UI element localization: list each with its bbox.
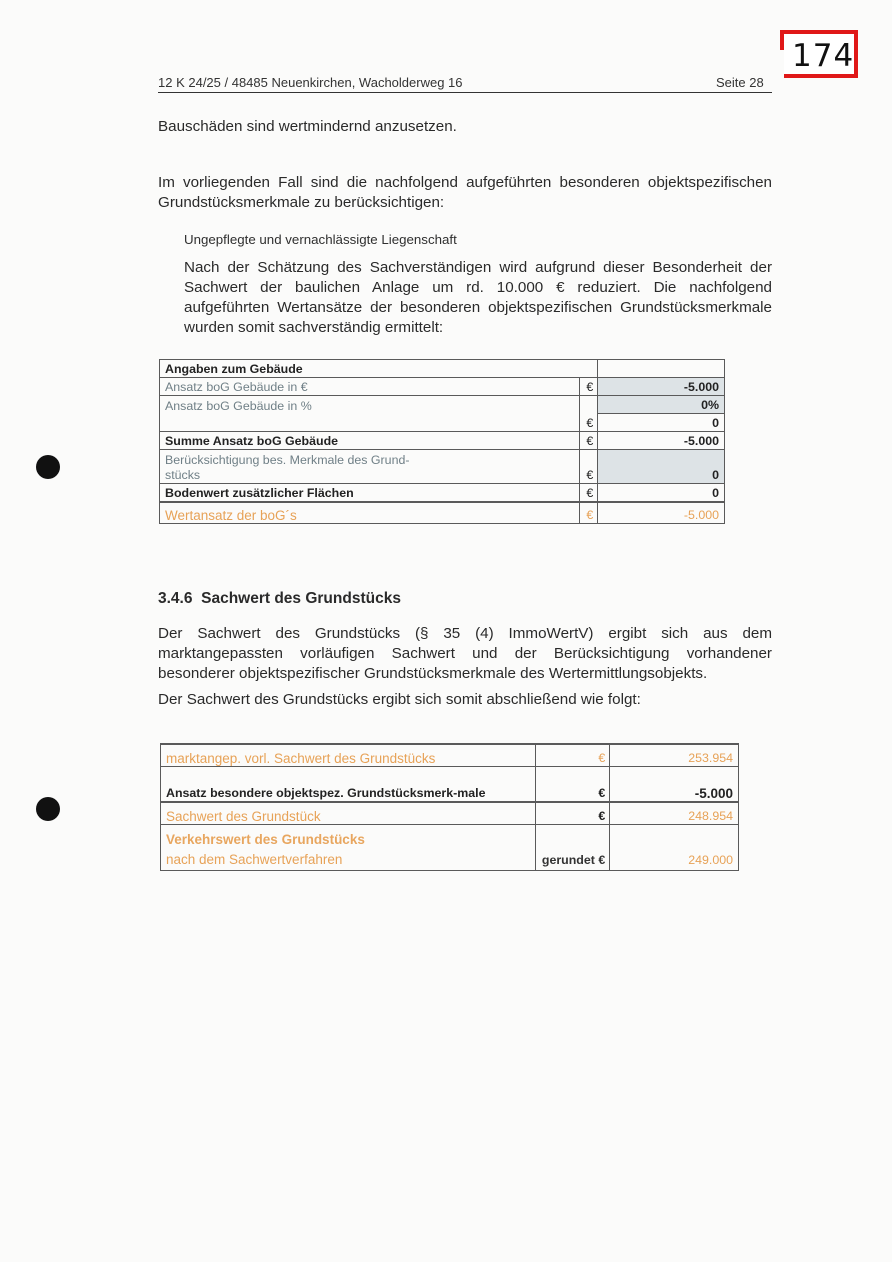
table-row [160,484,725,502]
paragraph-sachwert: Der Sachwert des Grundstücks (§ 35 (4) ImmoWertV) ergibt sich aus dem marktangepassten vorläufigen Sachwert und der Berücksichtigung vorhandener besonderer objektspezifischer Grundstücksmerkmale des Wertermittlungsobjekts. [158,625,772,682]
header-page-label: Seite 28 [716,75,764,90]
table-cell-value: 249.000 [610,824,739,870]
header-divider [158,92,772,93]
table-cell-value: 0 [598,414,725,432]
paragraph-schaetzung: Nach der Schätzung des Sachverständigen wird aufgrund dieser Besonderheit der Sachwert der baulichen Anlage um rd. 10.000 € reduziert. Die nachfolgend aufgeführten Wertansätze der besonderen objektspezifischen Grundstücksmerkmale wurden somit sachverständig ermittelt: [184,259,772,336]
punch-hole-mark [36,797,60,821]
table-row [160,502,725,524]
table-row [161,802,739,824]
table-row [160,360,725,378]
punch-hole-mark [36,455,60,479]
section-heading [158,590,401,608]
table-row [160,432,725,450]
sachwertverfahren-label: nach dem Sachwertverfahren [166,851,343,867]
table-cell-value: 0 [598,484,725,502]
table-cell-currency: € [580,432,598,450]
table-row [160,396,725,414]
table-cell-value: -5.000 [610,766,739,802]
table-row [161,824,739,870]
table-cell-currency: € [580,414,598,432]
table-cell-label: Ansatz boG Gebäude in % [160,396,580,414]
table-cell-label: Bodenwert zusätzlicher Flächen [160,484,580,502]
table-cell-label: Berücksichtigung bes. Merkmale des Grund-stücks [160,450,580,484]
table-row [160,378,725,396]
subheading-liegenschaft: Ungepflegte und vernachlässigte Liegenschaft [184,232,457,247]
section-title: Sachwert des Grundstücks [201,590,401,607]
table-cell-value: -5.000 [598,378,725,396]
table-cell-label: Ansatz besondere objektspez. Grundstücksmerk-male [161,766,536,802]
table-cell-value: 253.954 [610,744,739,766]
verkehrswert-label: Verkehrswert des Grundstücks [166,831,365,847]
table-cell-currency [580,396,598,414]
sachwert-table [160,743,739,871]
table-cell-currency: € [536,744,610,766]
table-cell-value: 0 [598,450,725,484]
section-number: 3.4.6 [158,590,193,607]
table-cell-value: -5.000 [598,432,725,450]
table-row [160,414,725,432]
header-case-reference: 12 K 24/25 / 48485 Neuenkirchen, Wacholderweg 16 [158,75,463,90]
table-cell-label [161,824,536,870]
paragraph-merkmale: Im vorliegenden Fall sind die nachfolgend aufgeführten besonderen objektspezifischen Grundstücksmerkmale zu berücksichtigen: [158,174,772,211]
page-number-badge [784,30,858,78]
table-cell-label: Summe Ansatz boG Gebäude [160,432,580,450]
table-header-cell: Angaben zum Gebäude [160,360,598,378]
table-cell-value: 0% [598,396,725,414]
table-cell-value: 248.954 [610,802,739,824]
table-row [161,744,739,766]
intro-text: Bauschäden sind wertmindernd anzusetzen. [158,118,457,135]
table-cell-value: -5.000 [598,502,725,524]
table-cell-currency: gerundet € [536,824,610,870]
table-cell-currency: € [536,766,610,802]
bog-table [159,359,725,524]
table-cell-label: Wertansatz der boG´s [160,502,580,524]
table-cell-currency: € [580,484,598,502]
table-cell-currency: € [580,450,598,484]
table-cell-currency: € [580,378,598,396]
table-row [161,766,739,802]
table-cell-label [160,414,580,432]
paragraph-abschliessend: Der Sachwert des Grundstücks ergibt sich somit abschließend wie folgt: [158,691,641,708]
table-row [160,450,725,484]
page-number: 174 [792,38,855,74]
table-cell-currency: € [580,502,598,524]
table-cell-label: marktangep. vorl. Sachwert des Grundstücks [161,744,536,766]
table-cell-label: Sachwert des Grundstück [161,802,536,824]
table-cell-currency: € [536,802,610,824]
table-cell-label: Ansatz boG Gebäude in € [160,378,580,396]
